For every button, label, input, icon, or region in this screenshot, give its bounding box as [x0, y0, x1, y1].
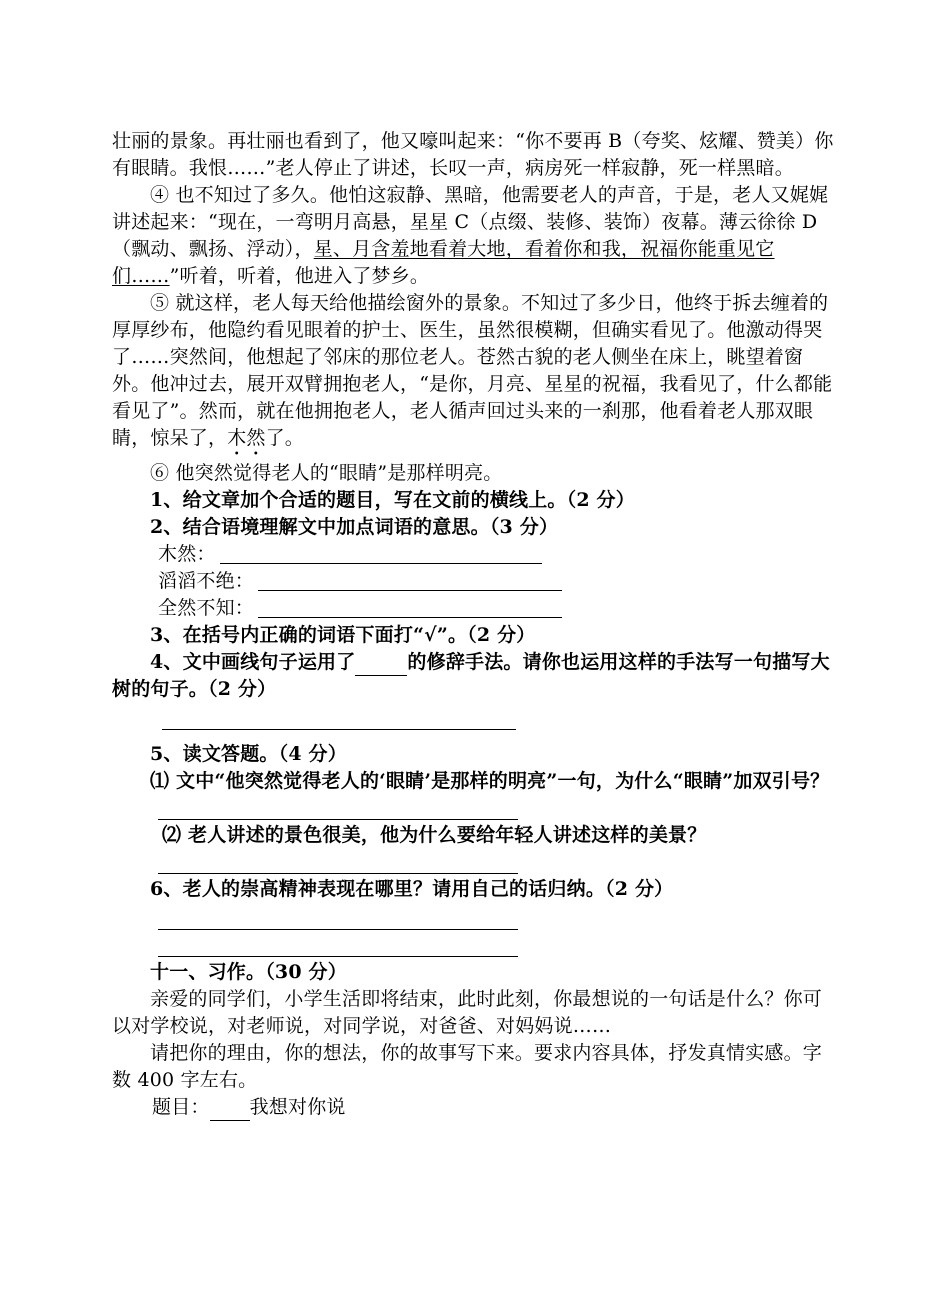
question-1: 1、给文章加个合适的题目，写在文前的横线上。（2 分） [150, 489, 635, 511]
question-3: 3、在括号内正确的词语下面打“√”。（2 分） [150, 624, 536, 646]
paragraph-4-tail: ”听着，听着，他进入了梦乡。 [169, 265, 430, 287]
underlined-sentence: 星、月含羞地看着大地，看着你和我，祝福你能重见它们…… [112, 238, 775, 287]
paragraph-4-text: ④ 也不知过了多久。他怕这寂静、黑暗，他需要老人的声音，于是，老人又娓娓讲述起来：“现在，一弯明月高悬，星星 C（点缀、装修、装饰）夜幕。薄云徐徐 D（飘动、飘扬、浮动）， [112, 184, 829, 260]
title-suffix: 我想对你说 [249, 1096, 346, 1118]
question-5-2: ⑵ 老人讲述的景色很美，他为什么要给年轻人讲述这样的美景？ [162, 824, 707, 846]
answer-line[interactable] [162, 729, 516, 730]
title-label: 题目： [152, 1096, 210, 1118]
question-5: 5、读文答题。（4 分） [150, 743, 347, 765]
question-2: 2、结合语境理解文中加点词语的意思。（3 分） [150, 516, 559, 538]
composition-paragraph-2: 请把你的理由，你的想法，你的故事写下来。要求内容具体，抒发真情实感。字数 400 字左右。 [112, 1042, 823, 1091]
answer-row-taotao [112, 568, 840, 595]
paragraph-3-end: 壮丽的景象。再壮丽也看到了，他又嚎叫起来：“你不要再 B（夸奖、炫耀、赞美）你有眼睛。我恨……”老人停止了讲述，长叹一声，病房死一样寂静，死一样黑暗。 [112, 130, 834, 179]
answer-area-q4 [112, 703, 840, 741]
question-4-text: 4、文中画线句子运用了 [150, 651, 356, 673]
composition-heading: 十一、习作。（30 分） [150, 961, 347, 983]
document-page [112, 128, 840, 1121]
question-6: 6、老人的崇高精神表现在哪里？请用自己的话归纳。（2 分） [150, 878, 674, 900]
answer-line[interactable] [158, 873, 518, 874]
paragraph-6: ⑥ 他突然觉得老人的“眼睛”是那样明亮。 [150, 462, 503, 484]
question-4-tail: 的修辞手法。请你也运用这样的手法写一句描写大树的句子。（2 分） [112, 651, 830, 700]
answer-line[interactable] [220, 563, 542, 564]
answer-line[interactable] [158, 819, 518, 820]
answer-line[interactable] [258, 617, 562, 618]
paragraph-4 [112, 182, 840, 290]
answer-line[interactable] [158, 929, 518, 930]
title-blank[interactable] [210, 1102, 250, 1121]
term-label: 滔滔不绝： [158, 570, 255, 592]
dotted-word: 木然 [227, 427, 266, 449]
answer-row-quanran [112, 595, 840, 622]
answer-line[interactable] [158, 956, 518, 957]
composition-title [112, 1094, 840, 1121]
blank-line[interactable] [355, 657, 407, 676]
question-5-1: ⑴ 文中“他突然觉得老人的‘眼睛’是那样的明亮”一句，为什么“眼睛”加双引号？ [150, 770, 830, 792]
answer-row-muran [112, 541, 840, 568]
paragraph-5-tail: 了。 [265, 427, 305, 449]
answer-area-q6 [112, 903, 840, 957]
term-label: 木然： [158, 543, 216, 565]
answer-area-q5-1 [112, 795, 840, 822]
composition-paragraph-1: 亲爱的同学们，小学生活即将结束，此时此刻，你最想说的一句话是什么？你可以对学校说，对老师说，对同学说，对爸爸、对妈妈说…… [112, 988, 823, 1037]
answer-line[interactable] [258, 590, 562, 591]
question-4 [112, 649, 840, 703]
paragraph-5-text: ⑤ 就这样，老人每天给他描绘窗外的景象。不知过了多少日，他终于拆去缠着的厚厚纱布，他隐约看见眼着的护士、医生，虽然很模糊，但确实看见了。他激动得哭了……突然间，他想起了邻床的那位老人。苍然古貌的老人侧坐在床上，眺望着窗外。他冲过去，展开双臂拥抱老人，“是你，月亮、星星的祝福，我看见了，什么都能看见了”。然而，就在他拥抱老人，老人循声回过头来的一刹那，他看着老人那双眼睛，惊呆了， [112, 292, 833, 449]
term-label: 全然不知： [158, 597, 255, 619]
paragraph-5 [112, 290, 840, 460]
answer-area-q5-2 [112, 849, 840, 876]
